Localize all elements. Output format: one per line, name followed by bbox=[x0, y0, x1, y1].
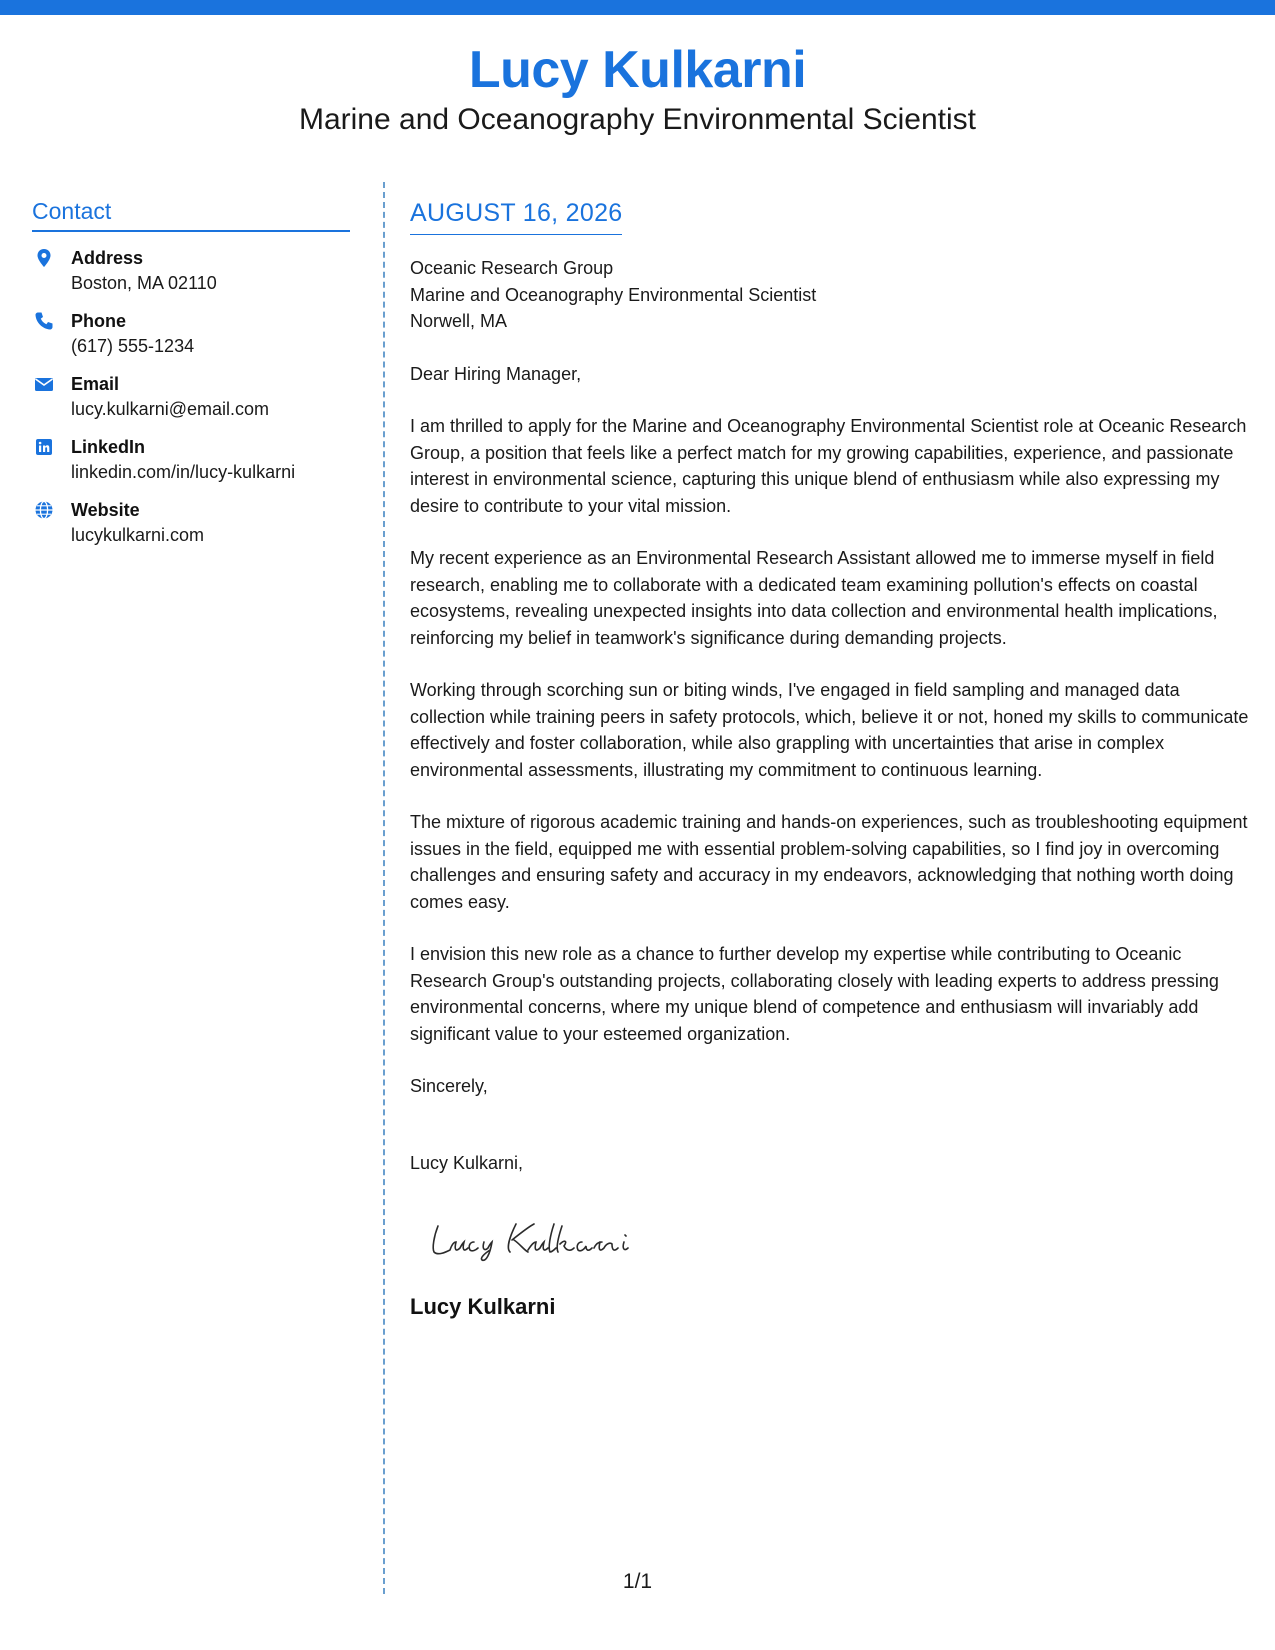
handwritten-signature bbox=[424, 1206, 664, 1266]
contact-sidebar bbox=[32, 196, 350, 561]
recipient-block bbox=[410, 255, 1255, 335]
phone-icon bbox=[34, 311, 54, 331]
letter-paragraph: Working through scorching sun or biting winds, I've engaged in field sampling and managed data collection while training peers in safety protocols, which, believe it or not, honed my skills to communicate effectively and foster collaboration, while also grappling with uncertainties that arise in complex environmental assessments, illustrating my commitment to continuous learning. bbox=[410, 680, 1249, 780]
letter-paragraph: My recent experience as an Environmental Research Assistant allowed me to immerse myself in field research, enabling me to collaborate with a dedicated team examining pollution's effects on coastal ecosystems, revealing unexpected insights into data collection and environmental health implications, reinforcing my belief in teamwork's significance during demanding projects. bbox=[410, 548, 1218, 648]
letter-paragraph: I envision this new role as a chance to further develop my expertise while contributing to Oceanic Research Group's outstanding projects, collaborating closely with leading experts to address pressing environmental concerns, where my unique blend of competence and enthusiasm will invariably add significant value to your esteemed organization. bbox=[410, 944, 1219, 1044]
letter-paragraph: The mixture of rigorous academic training and hands-on experiences, such as troubleshooting equipment issues in the field, equipped me with essential problem-solving capabilities, so I find joy in overcoming challenges and ensuring safety and accuracy in my endeavors, acknowledging that nothing worth doing comes easy. bbox=[410, 812, 1248, 912]
letter-date: AUGUST 16, 2026 bbox=[410, 198, 622, 235]
contact-label: Phone bbox=[71, 311, 127, 331]
recipient-company: Oceanic Research Group bbox=[410, 258, 614, 278]
contact-value[interactable]: lucy.kulkarni@email.com bbox=[71, 399, 269, 419]
location-pin-icon bbox=[34, 248, 54, 268]
job-title: Marine and Oceanography Environmental Scientist bbox=[298, 103, 977, 136]
contact-item-address bbox=[32, 246, 350, 309]
candidate-name: Lucy Kulkarni bbox=[468, 41, 807, 99]
contact-item-linkedin bbox=[32, 435, 350, 498]
contact-item-website bbox=[32, 498, 350, 561]
signer-name: Lucy Kulkarni bbox=[410, 1293, 556, 1319]
letter-paragraphs bbox=[410, 413, 1255, 1047]
contact-list bbox=[32, 246, 350, 561]
greeting: Dear Hiring Manager, bbox=[410, 363, 582, 384]
contact-label: LinkedIn bbox=[71, 437, 146, 457]
top-accent-bar bbox=[0, 0, 1275, 15]
closing: Sincerely, bbox=[410, 1076, 488, 1096]
globe-icon bbox=[34, 500, 54, 520]
contact-heading: Contact bbox=[32, 196, 350, 232]
contact-label: Website bbox=[71, 500, 140, 520]
contact-value: (617) 555-1234 bbox=[71, 336, 195, 356]
envelope-icon bbox=[34, 374, 54, 394]
contact-value[interactable]: linkedin.com/in/lucy-kulkarni bbox=[71, 462, 296, 482]
letter-body bbox=[410, 198, 1255, 1320]
contact-item-phone bbox=[32, 309, 350, 372]
contact-label: Email bbox=[71, 374, 120, 394]
recipient-location: Norwell, MA bbox=[410, 311, 508, 331]
linkedin-icon bbox=[34, 437, 54, 457]
letter-paragraph: I am thrilled to apply for the Marine and Oceanography Environmental Scientist role at Oceanic Research Group, a position that feels like a perfect match for my growing capabilities, experience, and passionate interest in environmental science, capturing this unique blend of enthusiasm while also expressing my desire to contribute to your vital mission. bbox=[410, 416, 1247, 516]
recipient-position: Marine and Oceanography Environmental Scientist bbox=[410, 284, 817, 305]
contact-item-email bbox=[32, 372, 350, 435]
contact-value: Boston, MA 02110 bbox=[71, 273, 217, 293]
column-divider bbox=[383, 182, 385, 1594]
contact-label: Address bbox=[71, 248, 144, 268]
page-header bbox=[0, 40, 1275, 138]
page-number: 1/1 bbox=[622, 1570, 653, 1593]
contact-value[interactable]: lucykulkarni.com bbox=[71, 525, 205, 545]
sign-off-name: Lucy Kulkarni, bbox=[410, 1152, 524, 1173]
